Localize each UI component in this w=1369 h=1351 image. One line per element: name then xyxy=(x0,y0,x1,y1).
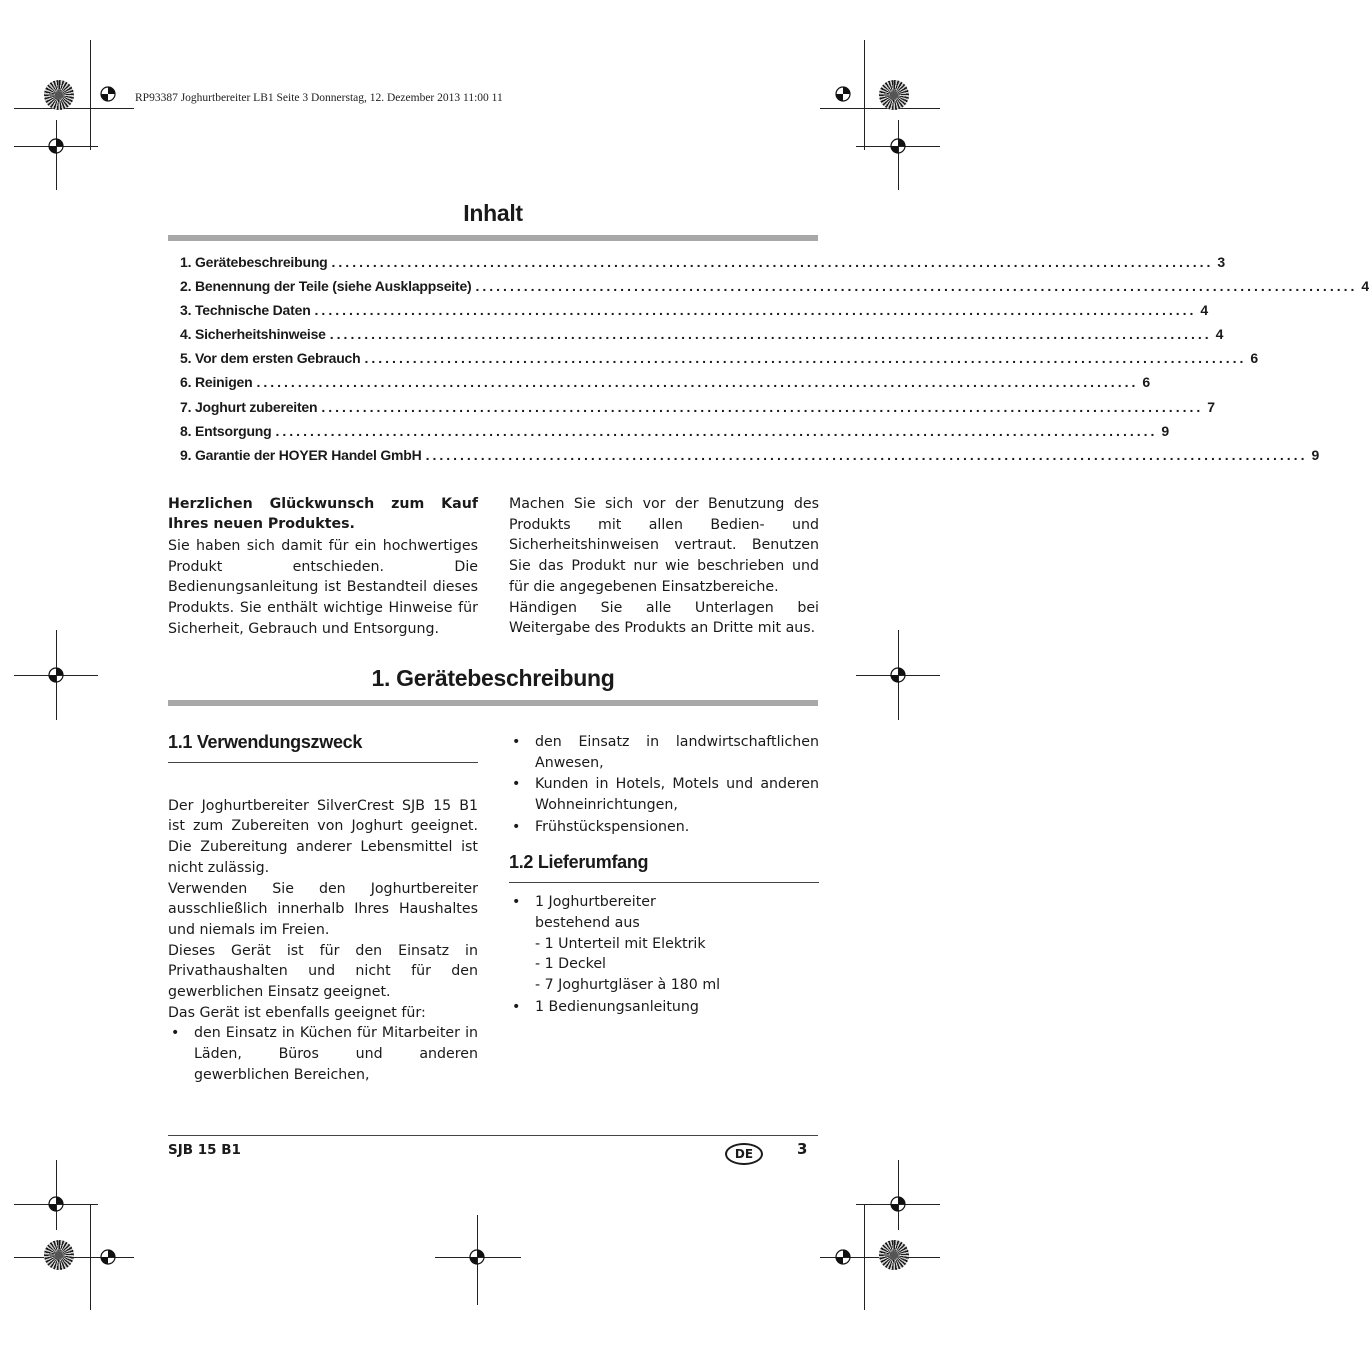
subsection-title: 1.1 Verwendungszweck xyxy=(168,732,363,752)
title-rule xyxy=(168,700,818,706)
toc-leader: ................................................................................................................................ xyxy=(475,278,1358,295)
registration-mark-icon xyxy=(832,83,854,105)
registration-mark-icon xyxy=(45,135,67,157)
toc-leader: ................................................................................................................................ xyxy=(425,446,1308,463)
list-item: • Kunden in Hotels, Motels und anderen Wohneinrichtungen, xyxy=(509,774,819,815)
subsection-title: 1.2 Lieferumfang xyxy=(509,851,649,872)
toc-leader: ................................................................................................................................ xyxy=(364,350,1247,367)
bullet-list xyxy=(509,892,819,1017)
color-target-icon xyxy=(44,80,74,110)
body-paragraph: Dieses Gerät ist für den Einsatz in Privathaushalten und nicht für den gewerblichen Einsatz geeignet. xyxy=(168,942,478,1001)
list-item: • 1 Bedienungsanleitung xyxy=(509,997,819,1018)
toc-leader: ................................................................................................................................ xyxy=(275,422,1158,439)
section-title: 1. Gerätebeschreibung xyxy=(371,665,615,691)
color-target-icon xyxy=(44,1240,74,1270)
bullet-list xyxy=(509,732,819,838)
list-item: • den Einsatz in Küchen für Mitarbeiter in Läden, Büros und anderen gewerblichen Bereichen, xyxy=(168,1023,478,1085)
intro-right-column xyxy=(509,494,819,639)
toc-leader: ................................................................................................................................ xyxy=(314,302,1197,319)
list-item: • den Einsatz in landwirtschaftlichen Anwesen, xyxy=(509,732,819,773)
intro-text: Händigen Sie alle Unterlagen bei Weitergabe des Produkts an Dritte mit aus. xyxy=(509,599,819,637)
list-item: • Frühstückspensionen. xyxy=(509,817,819,838)
color-target-icon xyxy=(879,80,909,110)
toc-entry[interactable]: 4. Sicherheitshinweise ................................................................................................................................ 4 xyxy=(180,326,1224,343)
registration-mark-icon xyxy=(45,664,67,686)
table-of-contents xyxy=(180,254,1369,471)
toc-entry[interactable]: 7. Joghurt zubereiten ................................................................................................................................ 7 xyxy=(180,398,1215,415)
toc-entry[interactable]: 1. Gerätebeschreibung ................................................................................................................................ 3 xyxy=(180,254,1225,270)
section-left-column xyxy=(168,732,478,1086)
toc-entry[interactable]: 5. Vor dem ersten Gebrauch ................................................................................................................................ 6 xyxy=(180,350,1258,367)
list-item: • 1 Joghurtbereiter bestehend aus - 1 Unterteil mit Elektrik - 1 Deckel - 7 Joghurtgläser à 180 ml xyxy=(509,892,819,996)
toc-leader: ................................................................................................................................ xyxy=(329,326,1212,343)
toc-leader: ................................................................................................................................ xyxy=(331,254,1214,270)
registration-mark-icon xyxy=(97,83,119,105)
body-paragraph: Verwenden Sie den Joghurtbereiter ausschließlich innerhalb Ihres Haushaltes und niemals im Freien. xyxy=(168,880,478,938)
title-rule xyxy=(168,235,818,241)
body-paragraph: Der Joghurtbereiter SilverCrest SJB 15 B1 ist zum Zubereiten von Joghurt geeignet. Die Zubereitung anderer Lebensmittel ist nicht zulässig. xyxy=(168,797,478,876)
registration-mark-icon xyxy=(45,1193,67,1215)
registration-mark-icon xyxy=(887,1193,909,1215)
subsection-rule xyxy=(509,882,819,883)
registration-mark-icon xyxy=(887,135,909,157)
toc-leader: ................................................................................................................................ xyxy=(256,374,1139,391)
bullet-list xyxy=(168,1023,478,1085)
registration-mark-icon xyxy=(832,1246,854,1268)
toc-entry[interactable]: 9. Garantie der HOYER Handel GmbH ................................................................................................................................ 9 xyxy=(180,446,1320,463)
toc-leader: ................................................................................................................................ xyxy=(321,398,1204,415)
toc-entry[interactable]: 2. Benennung der Teile (siehe Ausklappseite) ................................................................................................................................ 4 xyxy=(180,278,1369,295)
body-paragraph: Das Gerät ist ebenfalls geeignet für: xyxy=(168,1004,426,1021)
intro-lead: Herzlichen Glückwunsch zum Kauf Ihres neuen Produktes. xyxy=(168,496,478,532)
subsection-rule xyxy=(168,762,478,763)
registration-mark-icon xyxy=(97,1246,119,1268)
section-right-column xyxy=(509,732,819,1017)
footer-model: SJB 15 B1 xyxy=(168,1142,241,1158)
page-number: 3 xyxy=(797,1140,808,1158)
footer-rule xyxy=(168,1135,818,1136)
intro-left-column xyxy=(168,494,478,640)
language-badge: DE xyxy=(725,1143,763,1165)
toc-title: Inhalt xyxy=(463,200,523,226)
color-target-icon xyxy=(879,1240,909,1270)
toc-entry[interactable]: 3. Technische Daten ................................................................................................................................ 4 xyxy=(180,302,1209,319)
toc-entry[interactable]: 6. Reinigen ................................................................................................................................ 6 xyxy=(180,374,1150,391)
print-slug: RP93387 Joghurtbereiter LB1 Seite 3 Donnerstag, 12. Dezember 2013 11:00 11 xyxy=(135,92,503,104)
registration-mark-icon xyxy=(466,1246,488,1268)
registration-mark-icon xyxy=(887,664,909,686)
intro-text: Machen Sie sich vor der Benutzung des Produkts mit allen Bedien- und Sicherheitshinweisen vertraut. Benutzen Sie das Produkt nur wie beschrieben und für die angegebenen Einsatzbereiche. xyxy=(509,496,819,595)
intro-text: Sie haben sich damit für ein hochwertiges Produkt entschieden. Die Bedienungsanleitung ist Bestandteil dieses Produkts. Sie enthält wichtige Hinweise für Sicherheit, Gebrauch und Entsorgung. xyxy=(168,538,478,637)
toc-entry[interactable]: 8. Entsorgung ................................................................................................................................ 9 xyxy=(180,422,1169,439)
